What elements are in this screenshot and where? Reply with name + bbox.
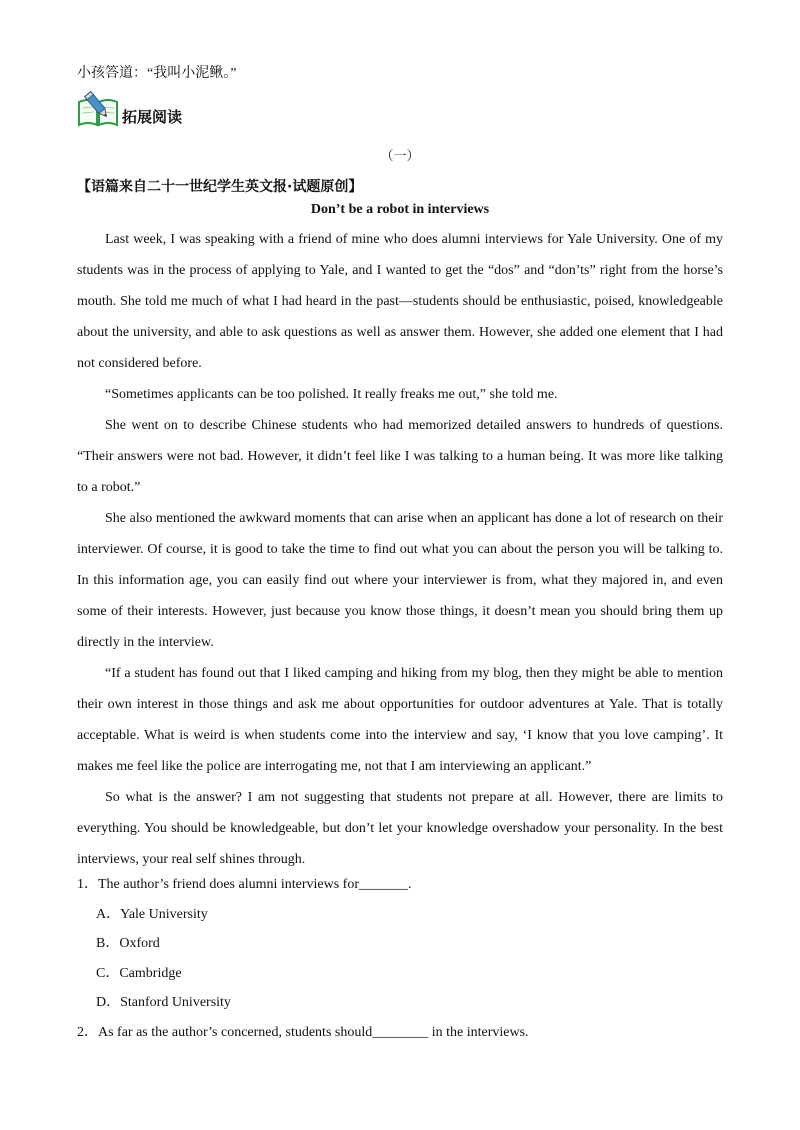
question-1-option-a: A．Yale University xyxy=(96,906,208,922)
paragraph: Last week, I was speaking with a friend of mine who does alumni interviews for Yale University. One of my students was in the process of applying to Yale, and I wanted to get the “dos” and “don’ts” right from the horse’s mouth. She told me much of what I had heard in the past—students should be enthusiastic, poised, knowledgeable about the university, and able to ask questions as well as answer them. However, she added one element that I had not considered before. xyxy=(77,232,723,371)
question-2-stem: 2．As far as the author’s concerned, students should________ in the interviews. xyxy=(77,1024,529,1040)
paragraph: “Sometimes applicants can be too polished. It really freaks me out,” she told me. xyxy=(105,387,558,402)
question-1-option-d: D．Stanford University xyxy=(96,995,231,1010)
paragraph: She also mentioned the awkward moments that can arise when an applicant has done a lot of research on their interviewer. Of course, it is good to take the time to find out what you can about the person you will be talking to. In this information age, you can easily find out where your interviewer is from, what they majored in, and even some of their interests. However, just because you know those things, it doesn’t mean you should bring them up directly in the interview. xyxy=(77,511,723,650)
question-1-option-c: C．Cambridge xyxy=(96,965,182,981)
article-body xyxy=(77,224,723,875)
question-1-option-b: B．Oxford xyxy=(96,936,160,951)
section-title: 拓展阅读 xyxy=(122,108,183,126)
passage-number: （一） xyxy=(380,148,420,163)
source-label: 【语篇来自二十一世纪学生英文报·试题原创】 xyxy=(77,179,363,195)
questions xyxy=(77,870,723,1047)
intro-line: 小孩答道：“我叫小泥鳅。” xyxy=(77,66,237,81)
section-header xyxy=(77,88,182,128)
paragraph: “If a student has found out that I liked camping and hiking from my blog, then they might be able to mention their own interest in those things and ask me about opportunities for outdoor adventures at Yale. That is totally acceptable. What is weird is when students come into the interview and say, ‘I know that you love camping’. It makes me feel like the police are interrogating me, not that I am interviewing an applicant.” xyxy=(77,666,723,774)
paragraph: She went on to describe Chinese students who had memorized detailed answers to hundreds of questions. “Their answers were not bad. However, it didn’t feel like I was talking to a human being. It was more like talking to a robot.” xyxy=(77,418,723,495)
question-1-stem: 1．The author’s friend does alumni interviews for_______. xyxy=(77,877,412,892)
paragraph: So what is the answer? I am not suggesting that students not prepare at all. However, there are limits to everything. You should be knowledgeable, but don’t let your knowledge overshadow your personality. In the best interviews, your real self shines through. xyxy=(77,790,723,867)
book-pencil-icon xyxy=(77,88,119,128)
article-title: Don’t be a robot in interviews xyxy=(310,202,490,217)
